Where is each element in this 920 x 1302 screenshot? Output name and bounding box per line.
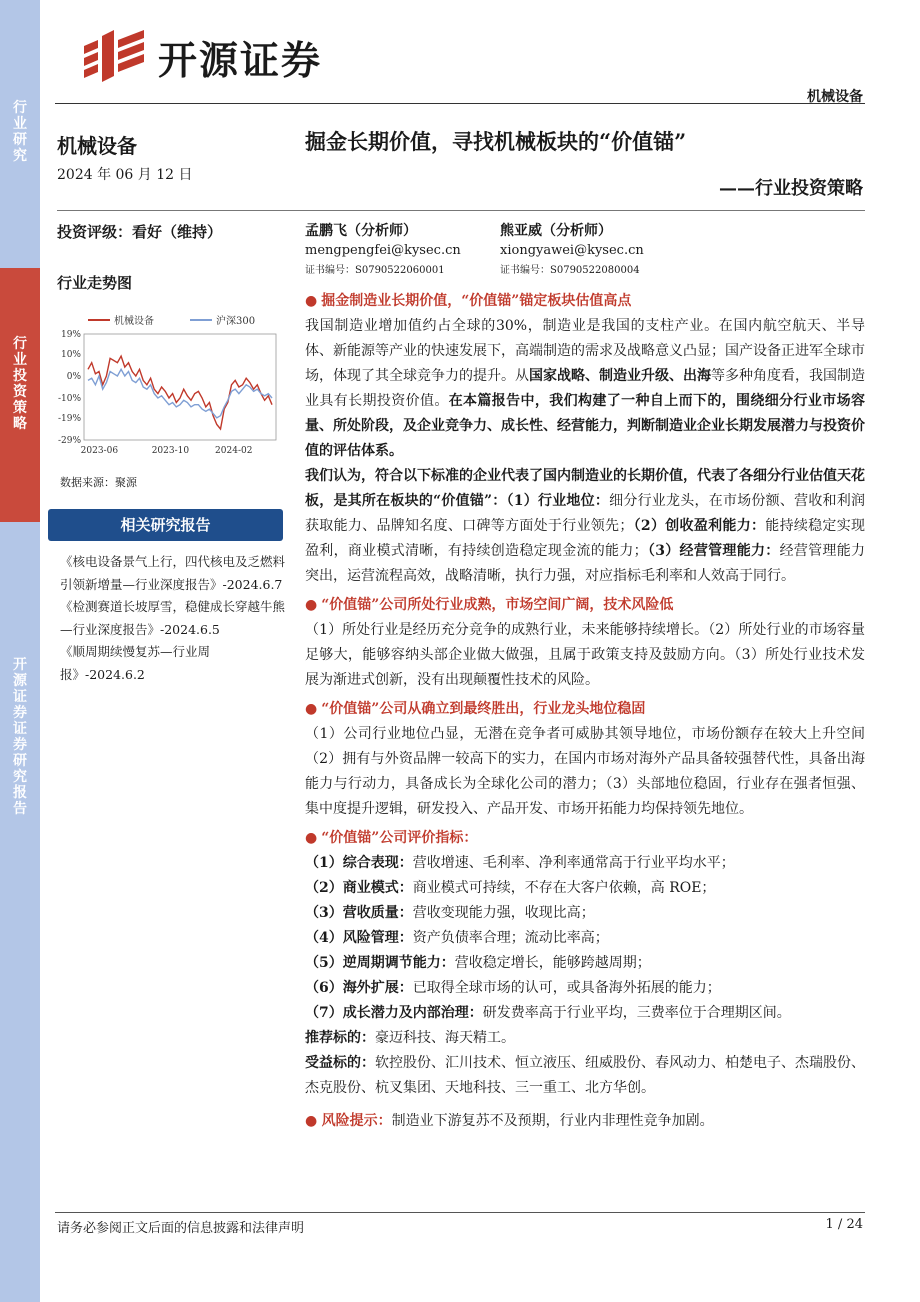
section-heading: ● “价值锚”公司所处行业成熟，市场空间广阔，技术风险低 (305, 597, 674, 613)
section-heading: ● “价值锚”公司从确立到最终胜出，行业龙头地位稳固 (305, 701, 646, 717)
bullet-icon: ● (305, 597, 318, 613)
indicator-row: （5）逆周期调节能力：营收稳定增长，能够跨越周期； (305, 955, 651, 971)
analyst-cert: 证书编号：S0790522080004 (500, 265, 640, 276)
analyst-email[interactable]: mengpengfei@kysec.cn (305, 243, 461, 258)
indicator-row: （1）综合表现：营收增速、毛利率、净利率通常高于行业平均水平； (305, 855, 735, 871)
report-title: 掘金长期价值，寻找机械板块的“价值锚” (305, 129, 687, 154)
sector-label: 机械设备 (57, 134, 137, 158)
brand-logo-icon (80, 26, 150, 82)
y-tick-label: 0% (66, 371, 81, 382)
indicator-row: （3）营收质量：营收变现能力强，收现比高； (305, 905, 595, 921)
header-sector-tag: 机械设备 (807, 89, 863, 105)
report-date: 2024 年 06 月 12 日 (57, 167, 193, 183)
beneficiary-stocks: 受益标的：软控股份、汇川技术、恒立液压、纽威股份、春风动力、柏楚电子、杰瑞股份、杰克股份、杭叉集团、天地科技、三一重工、北方华创。 (305, 1055, 865, 1096)
y-tick-label: 19% (60, 330, 81, 340)
footer-divider (55, 1212, 865, 1213)
brand-name: 开源证券 (158, 39, 323, 84)
x-tick-label: 2023-06 (80, 446, 119, 456)
header-divider (55, 103, 865, 104)
series-line (88, 369, 272, 418)
sidebar-top-band (0, 0, 40, 268)
section-heading: ● 掘金制造业长期价值，“价值锚”锚定板块估值高点 (305, 293, 632, 309)
bullet-icon: ● (305, 830, 318, 846)
y-tick-label: -19% (57, 413, 81, 424)
plot-frame (84, 334, 276, 440)
sidebar-bottom-band (0, 522, 40, 1302)
analyst-card (305, 221, 461, 281)
x-tick-label: 2023-10 (151, 446, 190, 456)
footer-disclaimer: 请务必参阅正文后面的信息披露和法律声明 (57, 1221, 305, 1236)
related-reports-list (60, 551, 288, 686)
related-report-item[interactable]: 《顺周期续慢复苏—行业周报》-2024.6.2 (60, 644, 211, 682)
section-heading: ● “价值锚”公司评价指标： (305, 830, 478, 846)
paragraph: （1）所处行业是经历充分竞争的成熟行业，未来能够持续增长。（2）所处行业的市场容量足够大，能够容纳头部企业做大做强，且属于政策支持及鼓励方向。（3）所处行业技术发展为渐进式创新，没有出现颠覆性技术的风险。 (305, 622, 865, 688)
trend-title: 行业走势图 (57, 274, 133, 292)
risk-warning: ● 风险提示：制造业下游复苏不及预期，行业内非理性竞争加剧。 (305, 1113, 714, 1129)
bullet-icon: ● (305, 1113, 318, 1129)
related-report-item[interactable]: 《检测赛道长坡厚雪，稳健成长穿越牛熊—行业深度报告》-2024.6.5 (60, 599, 286, 637)
paragraph: 我国制造业增加值约占全球的30%，制造业是我国的支柱产业。在国内航空航天、半导体、新能源等产业的快速发展下，高端制造的需求及战略意义凸显；国产设备正进军全球市场，体现了其全球竞争力的提升。从国家战略、制造业升级、出海等多种角度看，我国制造业具有长期投资价值。在本篇报告中，我们构建了一种自上而下的，围绕细分行业市场容量、所处阶段，及企业竞争力、成长性、经营能力，判断制造业企业长期发展潜力与投资价值的评估体系。 (305, 318, 866, 459)
page-number: 1 / 24 (825, 1217, 863, 1232)
paragraph: （1）公司行业地位凸显，无潜在竞争者可威胁其领导地位，市场份额存在较大上升空间（2）拥有与外资品牌一较高下的实力，在国内市场对海外产品具备较强替代性，具备出海能力与行动力，具备成长为全球化公司的潜力；（3）头部地位稳固，行业存在强者恒强、集中度提升逻辑，研发投入、产品开发、市场开拓能力均保持领先地位。 (305, 726, 865, 817)
sidebar-mid-text: 行业投资策略 (13, 336, 27, 432)
analyst-name: 孟鹏飞（分析师） (305, 223, 417, 239)
sidebar (0, 0, 40, 1302)
y-tick-label: 10% (60, 349, 81, 360)
legend-label: 机械设备 (114, 316, 154, 327)
y-tick-label: -29% (57, 436, 81, 446)
sidebar-top-text: 行业研究 (13, 100, 27, 164)
title-divider (57, 210, 865, 211)
industry-trend-chart (48, 306, 288, 466)
y-tick-label: -10% (57, 394, 81, 405)
data-source: 数据来源：聚源 (60, 476, 137, 489)
report-body (305, 289, 865, 1134)
related-report-item[interactable]: 《核电设备景气上行，四代核电及乏燃料引领新增量—行业深度报告》-2024.6.7 (60, 554, 286, 592)
sidebar-bottom-text: 开源证券 证券研究报告 (13, 657, 27, 817)
analyst-card (500, 221, 644, 281)
sidebar-mid-band (0, 268, 40, 522)
indicator-row: （2）商业模式：商业模式可持续，不存在大客户依赖，高 ROE； (305, 880, 716, 896)
analyst-name: 熊亚威（分析师） (500, 223, 612, 239)
related-reports-header: 相关研究报告 (48, 509, 283, 541)
bullet-icon: ● (305, 293, 318, 309)
x-tick-label: 2024-02 (215, 446, 253, 456)
analyst-email[interactable]: xiongyawei@kysec.cn (500, 243, 644, 258)
indicator-row: （7）成长潜力及内部治理：研发费率高于行业平均，三费率位于合理期区间。 (305, 1005, 791, 1021)
analyst-cert: 证书编号：S0790522060001 (305, 265, 445, 276)
indicator-row: （4）风险管理：资产负债率合理；流动比率高； (305, 930, 609, 946)
series-line (88, 356, 272, 429)
legend-label: 沪深300 (216, 316, 256, 327)
recommended-stocks: 推荐标的：豪迈科技、海天精工。 (305, 1030, 515, 1046)
indicator-row: （6）海外扩展：已取得全球市场的认可，或具备海外拓展的能力； (305, 980, 721, 996)
bullet-icon: ● (305, 701, 318, 717)
report-subtitle: ——行业投资策略 (719, 178, 863, 199)
investment-rating: 投资评级：看好（维持） (57, 223, 223, 241)
paragraph: 我们认为，符合以下标准的企业代表了国内制造业的长期价值，代表了各细分行业估值天花板，是其所在板块的“价值锚”：（1）行业地位：细分行业龙头，在市场份额、营收和利润获取能力、品牌知名度、口碑等方面处于行业领先；（2）创收盈利能力：能持续稳定实现盈利，商业模式清晰，有持续创造稳定现金流的能力；（3）经营管理能力：经营管理能力突出，运营流程高效，战略清晰，执行力强，对应指标毛利率和人效高于同行。 (305, 468, 866, 584)
